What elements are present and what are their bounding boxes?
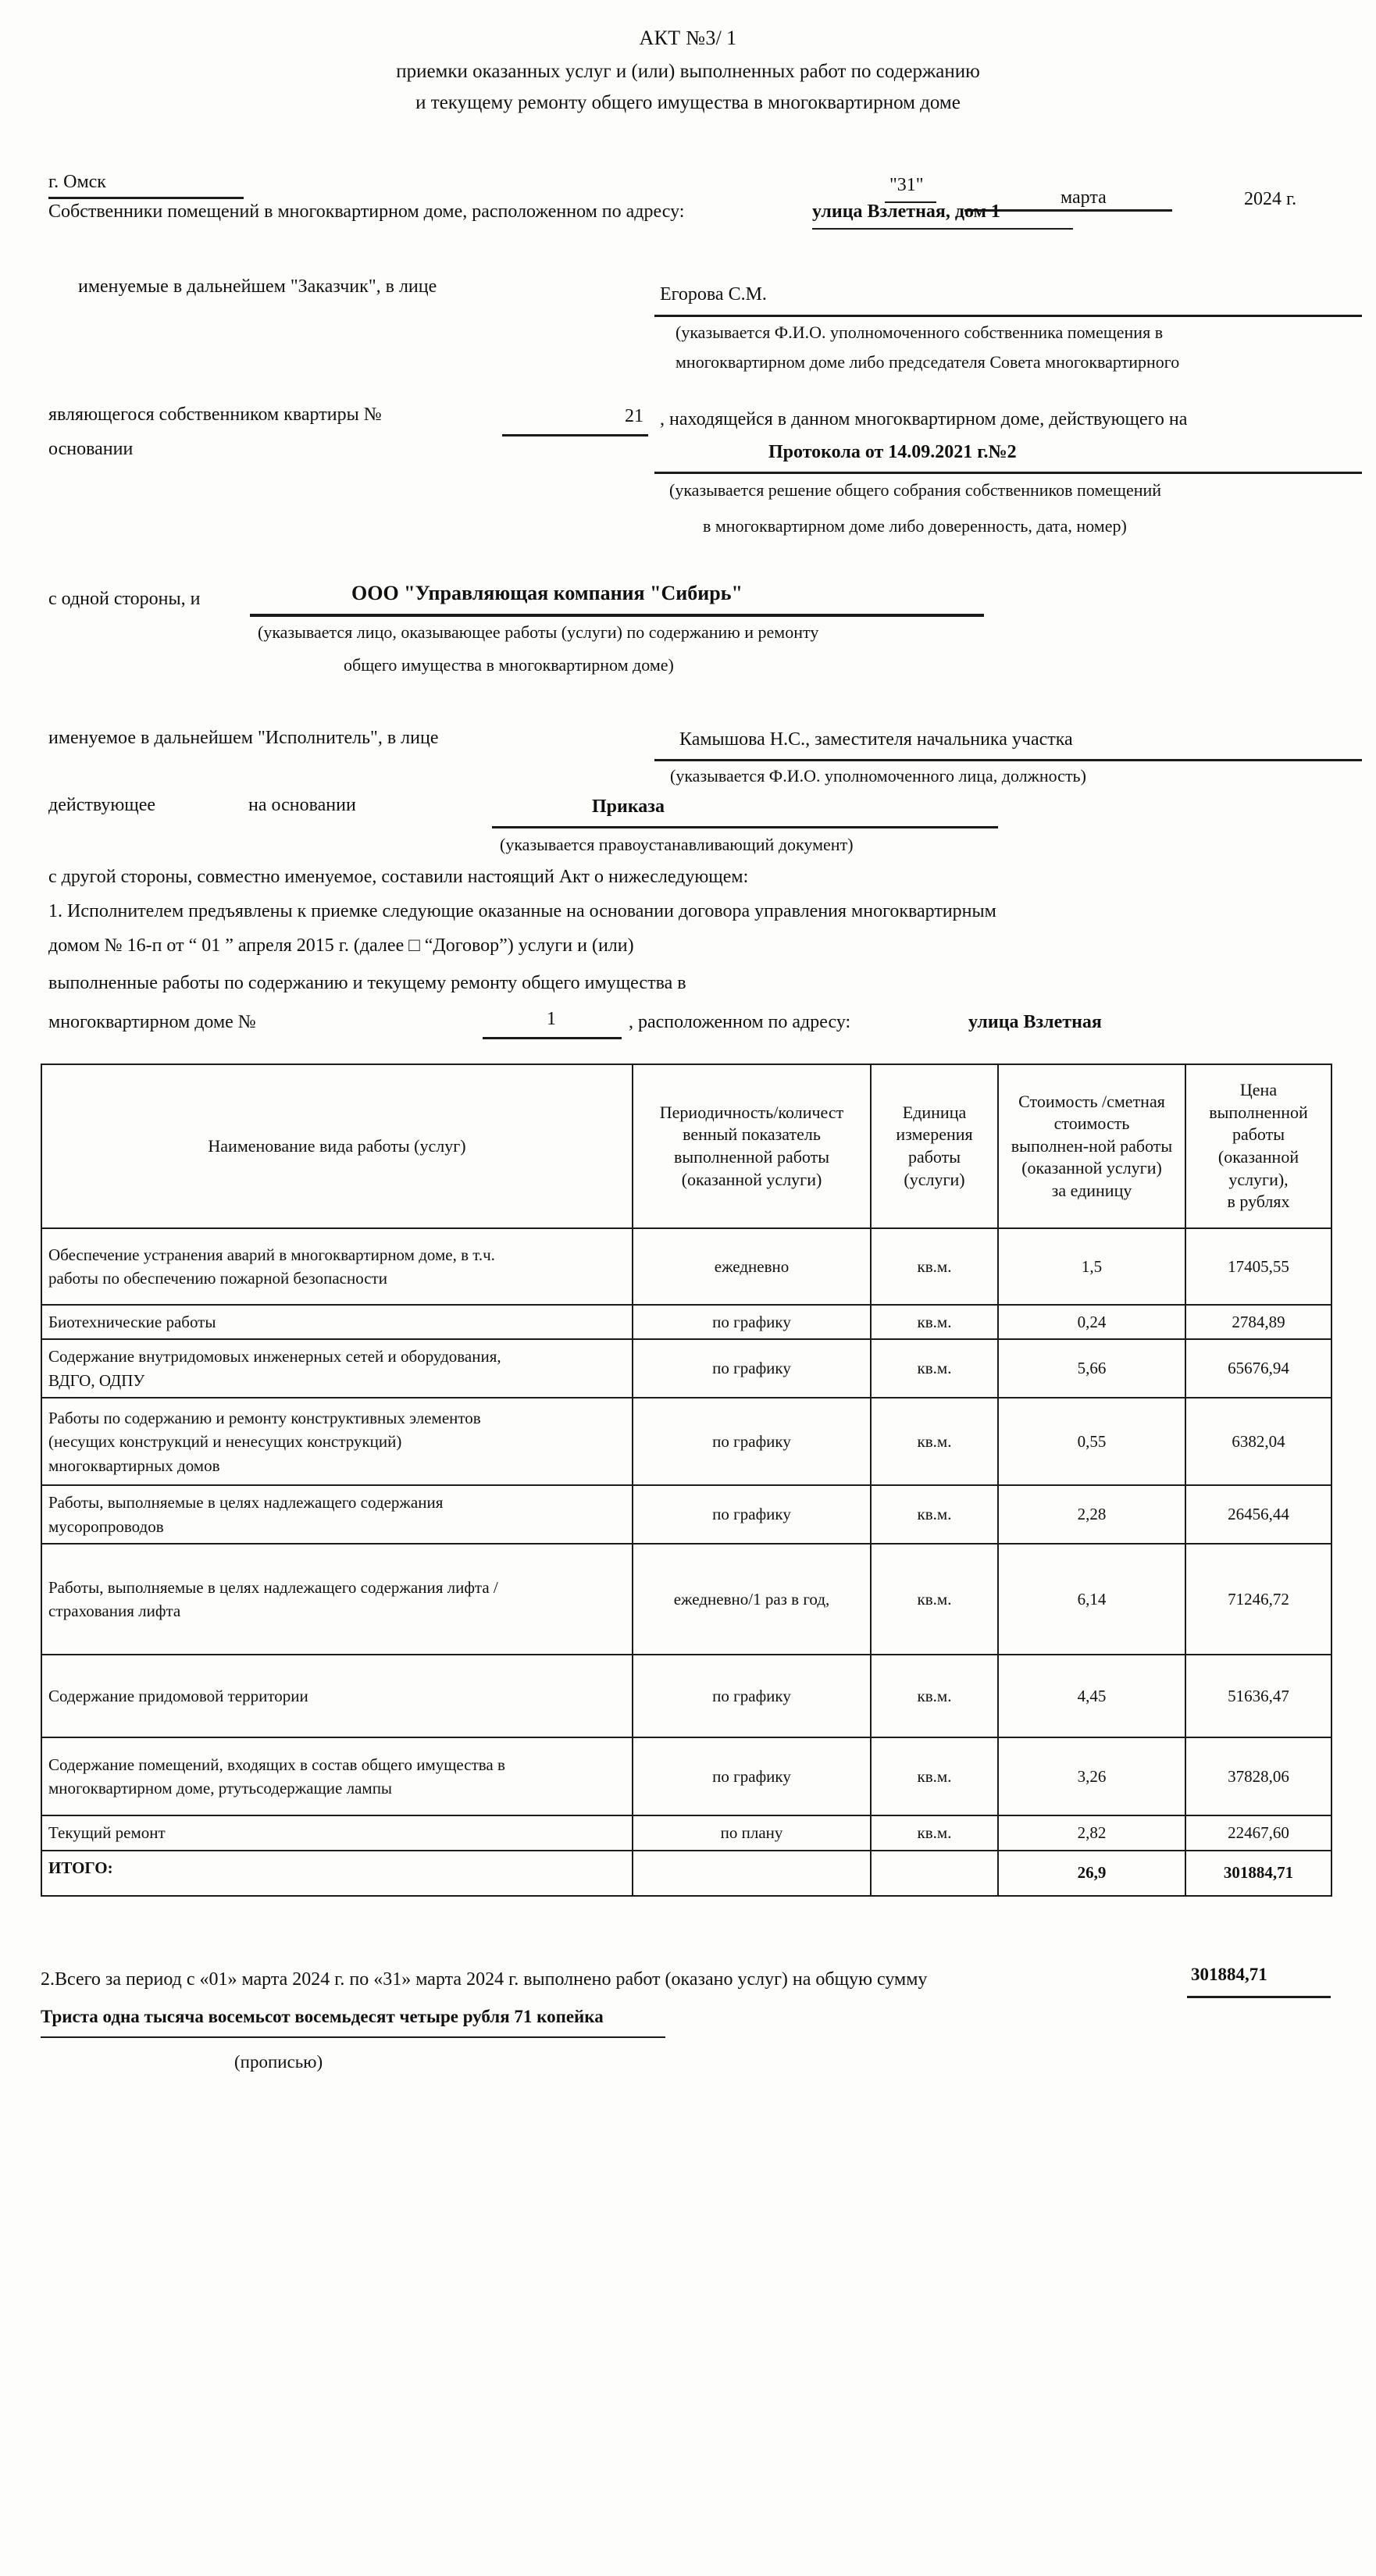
row-unit: кв.м. bbox=[871, 1655, 998, 1737]
header-col-unit-l4: (услуги) bbox=[904, 1169, 965, 1189]
footer-amount-rule bbox=[1187, 1996, 1331, 1998]
row-unit: кв.м. bbox=[871, 1398, 998, 1485]
table-row bbox=[41, 1544, 1331, 1655]
owners-intro: Собственники помещений в многоквартирном доме, расположенном по адресу: bbox=[48, 201, 685, 222]
header-col-periodicity-l3: выполненной работы bbox=[673, 1147, 830, 1167]
title-subtitle-line2: и текущему ремонту общего имущества в многоквартирном доме bbox=[415, 92, 961, 113]
header-col-cost-l3: выполнен-ной работы bbox=[1011, 1135, 1173, 1156]
basis-hint-line2: в многоквартирном доме либо доверенность, дата, номер) bbox=[703, 516, 1127, 536]
row-unit: кв.м. bbox=[871, 1815, 998, 1850]
total-label: ИТОГО: bbox=[41, 1851, 633, 1896]
row-name bbox=[41, 1339, 633, 1398]
header-col-price-l4: (оказанной bbox=[1217, 1147, 1299, 1167]
row-periodicity: по плану bbox=[633, 1815, 871, 1850]
total-cost: 26,9 bbox=[998, 1851, 1185, 1896]
header-col-cost bbox=[998, 1064, 1185, 1228]
table-header-row bbox=[41, 1064, 1331, 1228]
row-price: 51636,47 bbox=[1185, 1655, 1331, 1737]
acting-label: действующее bbox=[48, 795, 156, 815]
row-unit: кв.м. bbox=[871, 1339, 998, 1398]
house-address: улица Взлетная bbox=[968, 1012, 1102, 1032]
footer-summary: 2.Всего за период с «01» марта 2024 г. по «31» марта 2024 г. выполнено работ (оказано услуг) на общую сумму bbox=[41, 1969, 928, 1990]
header-col-cost-l4: (оказанной услуги) bbox=[1021, 1158, 1162, 1178]
customer-hint-line2: многоквартирном доме либо председателя Совета многоквартирного bbox=[676, 352, 1180, 372]
row-periodicity: по графику bbox=[633, 1305, 871, 1339]
header-col-price-l5: услуги), bbox=[1228, 1169, 1289, 1189]
date-day: "31" bbox=[889, 175, 924, 195]
performer-value-rule bbox=[654, 759, 1362, 761]
row-name-l1: Содержание внутридомовых инженерных сетей и оборудования, bbox=[48, 1347, 501, 1366]
table-body bbox=[41, 1228, 1331, 1896]
house-tail: , расположенном по адресу: bbox=[629, 1012, 851, 1032]
total-periodicity bbox=[633, 1851, 871, 1896]
row-price: 17405,55 bbox=[1185, 1228, 1331, 1305]
header-col-periodicity-l2: венный показатель bbox=[683, 1124, 821, 1145]
page-title bbox=[0, 27, 1376, 50]
total-unit bbox=[871, 1851, 998, 1896]
row-cost: 2,28 bbox=[998, 1485, 1185, 1544]
row-name-l2: (несущих конструкций и ненесущих конструкций) bbox=[48, 1432, 402, 1452]
apartment-label: являющегося собственником квартиры № bbox=[48, 404, 382, 425]
header-col-price-l3: работы bbox=[1232, 1124, 1285, 1145]
row-cost: 2,82 bbox=[998, 1815, 1185, 1850]
row-name-l2: работы по обеспечению пожарной безопасности bbox=[48, 1269, 387, 1288]
basis-hint-line1: (указывается решение общего собрания собственников помещений bbox=[669, 480, 1162, 500]
row-name bbox=[41, 1737, 633, 1815]
header-col-name bbox=[41, 1064, 633, 1228]
row-cost: 0,24 bbox=[998, 1305, 1185, 1339]
row-name: Текущий ремонт bbox=[41, 1815, 633, 1850]
header-col-price-l6: в рублях bbox=[1227, 1192, 1290, 1212]
header-col-periodicity bbox=[633, 1064, 871, 1228]
row-name bbox=[41, 1485, 633, 1544]
header-col-cost-l5: за единицу bbox=[1051, 1180, 1132, 1200]
row-cost: 0,55 bbox=[998, 1398, 1185, 1485]
house-number-rule bbox=[483, 1037, 622, 1039]
row-periodicity: ежедневно bbox=[633, 1228, 871, 1305]
table-total-row bbox=[41, 1851, 1331, 1896]
other-side-text: с другой стороны, совместно именуемое, составили настоящий Акт о нижеследующем: bbox=[48, 867, 749, 887]
row-price: 26456,44 bbox=[1185, 1485, 1331, 1544]
total-price: 301884,71 bbox=[1185, 1851, 1331, 1896]
customer-representative-rule bbox=[654, 315, 1362, 317]
table-row bbox=[41, 1655, 1331, 1737]
table-row bbox=[41, 1485, 1331, 1544]
footer-words-rule bbox=[41, 2036, 665, 2038]
table-row bbox=[41, 1305, 1331, 1339]
performer-value: Камышова Н.С., заместителя начальника участка bbox=[679, 729, 1073, 750]
footer-propisyu: (прописью) bbox=[234, 2052, 323, 2072]
row-name bbox=[41, 1544, 633, 1655]
title-subtitle-line1: приемки оказанных услуг и (или) выполненных работ по содержанию bbox=[396, 61, 980, 82]
row-periodicity: по графику bbox=[633, 1737, 871, 1815]
date-month: марта bbox=[1061, 187, 1107, 208]
row-unit: кв.м. bbox=[871, 1485, 998, 1544]
apartment-tail: , находящейся в данном многоквартирном доме, действующего на bbox=[660, 409, 1188, 429]
title-prefix: АКТ №3/ bbox=[639, 27, 722, 49]
row-periodicity: по графику bbox=[633, 1485, 871, 1544]
header-col-periodicity-l4: (оказанной услуги) bbox=[681, 1169, 822, 1189]
row-name-l1: Содержание помещений, входящих в состав общего имущества в bbox=[48, 1755, 505, 1774]
row-cost: 6,14 bbox=[998, 1544, 1185, 1655]
row-unit: кв.м. bbox=[871, 1305, 998, 1339]
row-periodicity: по графику bbox=[633, 1339, 871, 1398]
date-year: 2024 г. bbox=[1244, 189, 1297, 209]
row-cost: 4,45 bbox=[998, 1655, 1185, 1737]
row-periodicity: ежедневно/1 раз в год, bbox=[633, 1544, 871, 1655]
footer-amount: 301884,71 bbox=[1191, 1965, 1267, 1984]
header-col-price-l1: Цена bbox=[1239, 1080, 1278, 1100]
basis-label: основании bbox=[48, 439, 134, 459]
house-number: 1 bbox=[547, 1009, 556, 1029]
contractor-basis-label: на основании bbox=[248, 795, 356, 815]
row-cost: 5,66 bbox=[998, 1339, 1185, 1398]
one-side-label: с одной стороны, и bbox=[48, 589, 201, 609]
row-name-l2: ВДГО, ОДПУ bbox=[48, 1370, 145, 1390]
contractor-company-hint-line2: общего имущества в многоквартирном доме) bbox=[344, 655, 674, 675]
city-rule bbox=[48, 197, 244, 199]
table-row bbox=[41, 1737, 1331, 1815]
contractor-basis-rule bbox=[492, 826, 998, 828]
performer-label: именуемое в дальнейшем "Исполнитель", в лице bbox=[48, 728, 439, 748]
clause1-line2: домом № 16-п от “ 01 ” апреля 2015 г. (далее □ “Договор”) услуги и (или) bbox=[48, 935, 634, 956]
header-col-unit bbox=[871, 1064, 998, 1228]
apartment-number: 21 bbox=[625, 406, 643, 426]
row-name-l3: многоквартирных домов bbox=[48, 1455, 220, 1475]
header-col-name-text: Наименование вида работы (услуг) bbox=[208, 1135, 466, 1156]
customer-label: именуемые в дальнейшем "Заказчик", в лице bbox=[78, 276, 437, 297]
row-name bbox=[41, 1398, 633, 1485]
title-number: 1 bbox=[726, 27, 737, 49]
header-col-unit-l2: измерения bbox=[896, 1124, 973, 1145]
row-name-l1: Работы, выполняемые в целях надлежащего содержания bbox=[48, 1493, 444, 1512]
customer-hint-line1: (указывается Ф.И.О. уполномоченного собственника помещения в bbox=[676, 322, 1164, 342]
contractor-basis-value: Приказа bbox=[592, 796, 665, 817]
row-name bbox=[41, 1228, 633, 1305]
row-name-l2: многоквартирном доме, ртутьсодержащие лампы bbox=[48, 1779, 393, 1798]
row-cost: 3,26 bbox=[998, 1737, 1185, 1815]
row-price: 2784,89 bbox=[1185, 1305, 1331, 1339]
owners-address: улица Взлетная, дом 1 bbox=[812, 201, 1000, 222]
contractor-basis-hint: (указывается правоустанавливающий документ) bbox=[500, 835, 854, 854]
header-col-price-l2: выполненной bbox=[1209, 1102, 1308, 1122]
row-unit: кв.м. bbox=[871, 1737, 998, 1815]
basis-value: Протокола от 14.09.2021 г.№2 bbox=[768, 442, 1017, 462]
row-unit: кв.м. bbox=[871, 1544, 998, 1655]
header-col-cost-l1: Стоимость /сметная bbox=[1018, 1091, 1165, 1111]
table-row bbox=[41, 1339, 1331, 1398]
contractor-company-hint-line1: (указывается лицо, оказывающее работы (услуги) по содержанию и ремонту bbox=[258, 622, 819, 642]
clause1-line1: 1. Исполнителем предъявлены к приемке следующие оказанные на основании договора управления многоквартирным bbox=[48, 901, 996, 921]
footer-amount-words: Триста одна тысяча восемьсот восемьдесят четыре рубля 71 копейка bbox=[41, 2007, 604, 2026]
row-periodicity: по графику bbox=[633, 1398, 871, 1485]
row-name-l1: Работы по содержанию и ремонту конструктивных элементов bbox=[48, 1408, 481, 1427]
house-label: многоквартирном доме № bbox=[48, 1012, 256, 1032]
table-row bbox=[41, 1815, 1331, 1850]
row-name: Содержание придомовой территории bbox=[41, 1655, 633, 1737]
customer-representative: Егорова С.М. bbox=[660, 284, 767, 305]
row-price: 22467,60 bbox=[1185, 1815, 1331, 1850]
row-price: 37828,06 bbox=[1185, 1737, 1331, 1815]
row-name-l2: мусоропроводов bbox=[48, 1516, 164, 1536]
row-unit: кв.м. bbox=[871, 1228, 998, 1305]
row-price: 6382,04 bbox=[1185, 1398, 1331, 1485]
row-name-l1: Обеспечение устранения аварий в многоквартирном доме, в т.ч. bbox=[48, 1245, 495, 1264]
works-table bbox=[41, 1064, 1332, 1897]
owners-address-rule bbox=[812, 228, 1073, 230]
header-col-periodicity-l1: Периодичность/количест bbox=[659, 1102, 844, 1122]
row-name-l1: Работы, выполняемые в целях надлежащего содержания лифта / bbox=[48, 1577, 498, 1597]
row-price: 71246,72 bbox=[1185, 1544, 1331, 1655]
performer-hint: (указывается Ф.И.О. уполномоченного лица, должность) bbox=[670, 766, 1086, 786]
header-col-price bbox=[1185, 1064, 1331, 1228]
table-row bbox=[41, 1398, 1331, 1485]
city-label: г. Омск bbox=[48, 172, 106, 192]
header-col-unit-l3: работы bbox=[907, 1147, 961, 1167]
header-col-unit-l1: Единица bbox=[902, 1102, 967, 1122]
apartment-number-rule bbox=[502, 434, 648, 436]
row-price: 65676,94 bbox=[1185, 1339, 1331, 1398]
row-periodicity: по графику bbox=[633, 1655, 871, 1737]
header-col-cost-l2: стоимость bbox=[1053, 1113, 1130, 1134]
table-row bbox=[41, 1228, 1331, 1305]
basis-value-rule bbox=[654, 472, 1362, 474]
row-name: Биотехнические работы bbox=[41, 1305, 633, 1339]
contractor-company: ООО "Управляющая компания "Сибирь" bbox=[351, 582, 743, 604]
contractor-company-rule bbox=[250, 614, 984, 617]
row-name-l2: страхования лифта bbox=[48, 1602, 181, 1621]
clause1-line3: выполненные работы по содержанию и текущему ремонту общего имущества в bbox=[48, 973, 686, 993]
row-cost: 1,5 bbox=[998, 1228, 1185, 1305]
